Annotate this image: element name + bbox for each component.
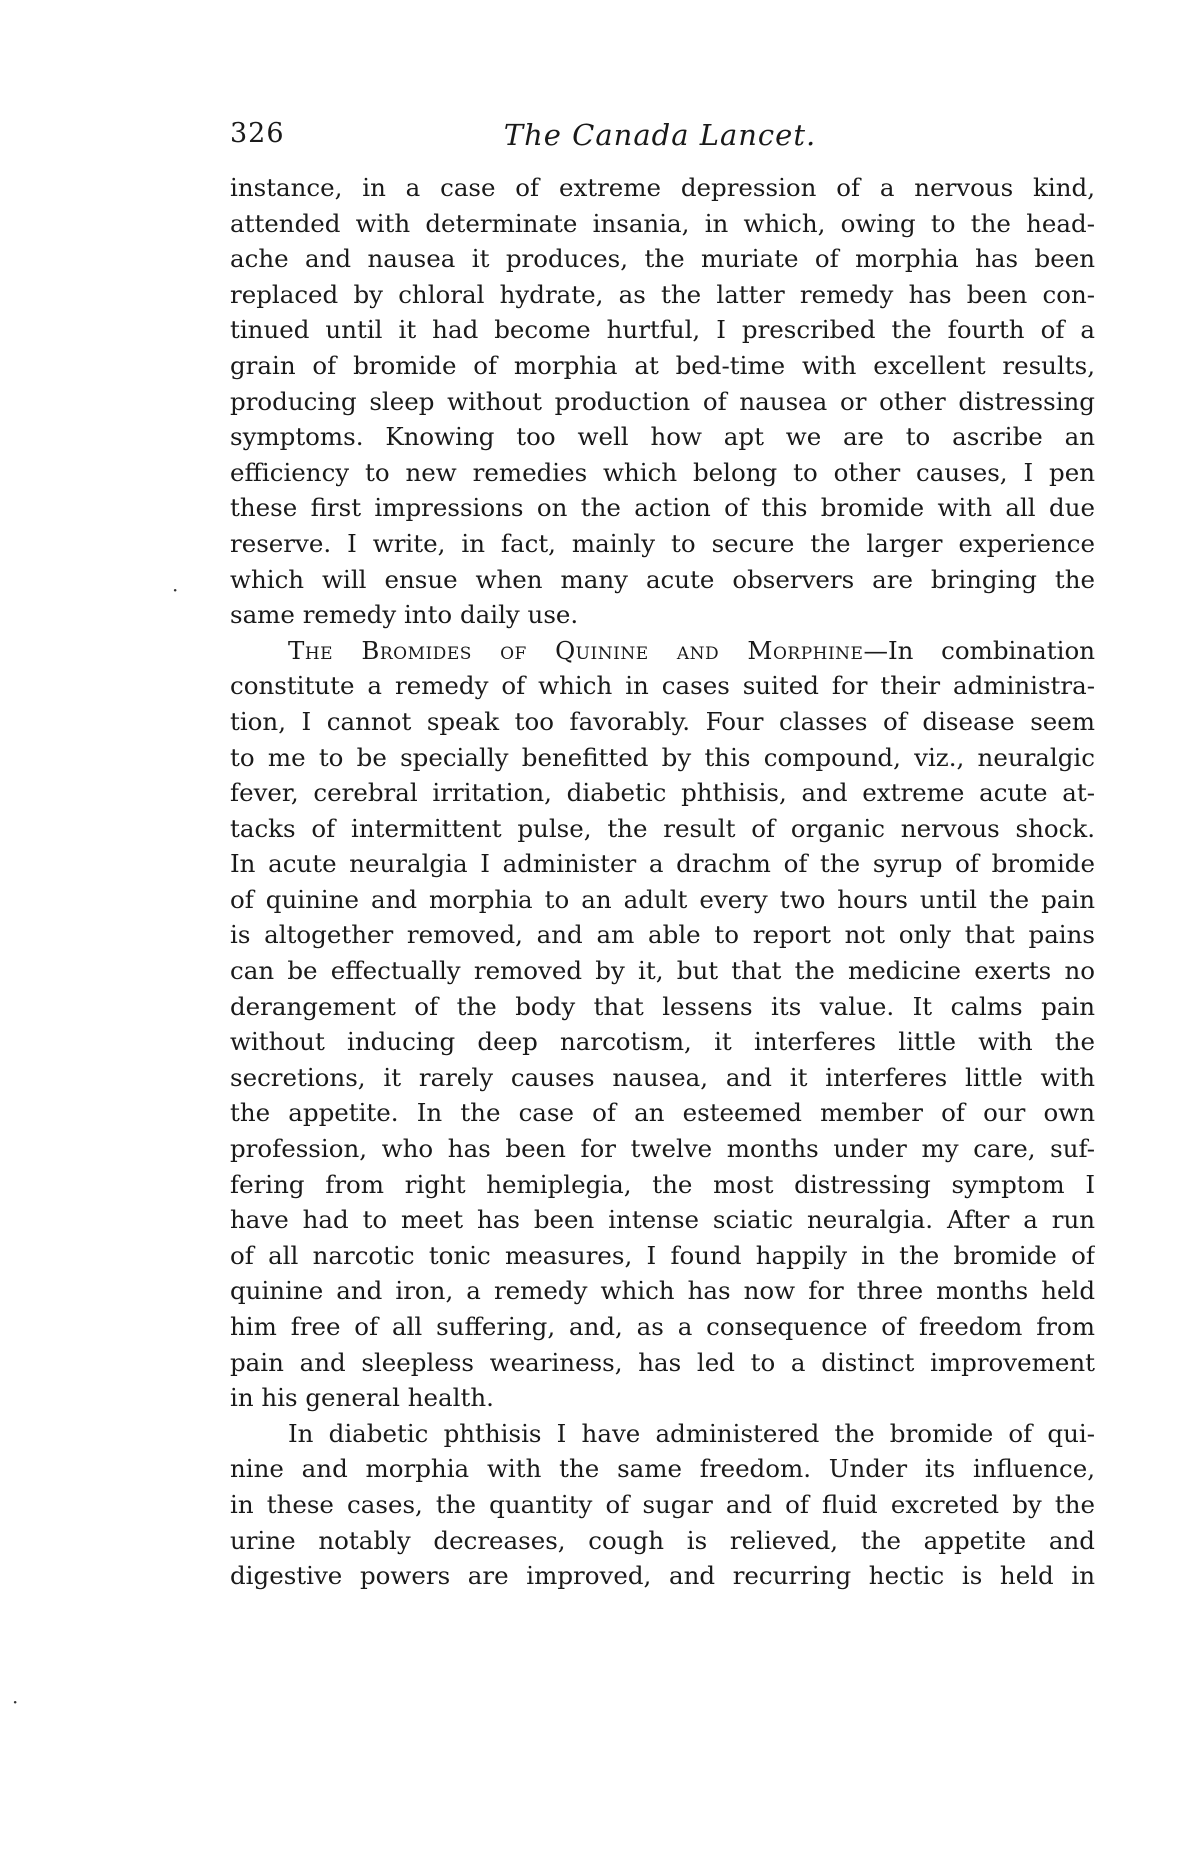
text-line: same remedy into daily use. xyxy=(230,600,579,630)
text-line: ache and nausea it produces, the muriate of morphia has been xyxy=(230,244,1095,274)
text-line: digestive powers are improved, and recurring hectic is held in xyxy=(230,1561,1095,1591)
text-line: to me to be specially benefitted by this compound, viz., neuralgic xyxy=(230,742,1095,772)
text-line: In acute neuralgia I administer a drachm of the syrup of bromide xyxy=(230,849,1095,879)
text-line: symptoms. Knowing too well how apt we are to ascribe an xyxy=(230,422,1095,452)
text-line: quinine and iron, a remedy which has now for three months held xyxy=(230,1276,1095,1306)
paragraph-3 xyxy=(230,1416,1095,1594)
text-line: reserve. I write, in fact, mainly to secure the larger experience xyxy=(230,528,1095,558)
page-number: 326 xyxy=(230,118,285,149)
section-heading: The Bromides of Quinine and Morphine xyxy=(288,635,864,665)
text-line: tion, I cannot speak too favorably. Four classes of disease seem xyxy=(230,706,1095,736)
text-line: of quinine and morphia to an adult every two hours until the pain xyxy=(230,884,1095,914)
text-line: derangement of the body that lessens its value. It calms pain xyxy=(230,991,1095,1021)
running-head xyxy=(230,118,1090,158)
text-line xyxy=(230,633,1095,669)
text-line: grain of bromide of morphia at bed-time with excellent results, xyxy=(230,350,1095,380)
text-line: nine and morphia with the same freedom. Under its influence, xyxy=(230,1454,1095,1484)
margin-mark: · xyxy=(172,578,179,602)
heading-continuation: —In combination xyxy=(863,635,1095,665)
body-text xyxy=(230,170,1095,1594)
text-line: have had to meet has been intense sciatic neuralgia. After a run xyxy=(230,1205,1095,1235)
text-line: fering from right hemiplegia, the most distressing symptom I xyxy=(230,1169,1095,1199)
text-line: tinued until it had become hurtful, I prescribed the fourth of a xyxy=(230,315,1095,345)
text-line: In diabetic phthisis I have administered the bromide of qui- xyxy=(288,1418,1095,1448)
text-line: efficiency to new remedies which belong to other causes, I pen xyxy=(230,457,1095,487)
text-line: replaced by chloral hydrate, as the latter remedy has been con- xyxy=(230,279,1095,309)
text-line: is altogether removed, and am able to report not only that pains xyxy=(230,920,1095,950)
paragraph-1 xyxy=(230,170,1095,633)
journal-title: The Canada Lancet. xyxy=(503,118,817,152)
text-line: which will ensue when many acute observers are bringing the xyxy=(230,564,1095,594)
margin-mark: · xyxy=(12,1690,19,1714)
text-line: constitute a remedy of which in cases suited for their administra- xyxy=(230,671,1095,701)
text-line: fever, cerebral irritation, diabetic phthisis, and extreme acute at- xyxy=(230,778,1095,808)
text-line: of all narcotic tonic measures, I found happily in the bromide of xyxy=(230,1240,1095,1270)
text-line: producing sleep without production of nausea or other distressing xyxy=(230,386,1095,416)
text-line: instance, in a case of extreme depression of a nervous kind, xyxy=(230,173,1095,202)
text-line: secretions, it rarely causes nausea, and it interferes little with xyxy=(230,1062,1095,1092)
text-line: him free of all suffering, and, as a consequence of freedom from xyxy=(230,1312,1095,1341)
text-line: in these cases, the quantity of sugar and of fluid excreted by the xyxy=(230,1489,1095,1519)
text-line: in his general health. xyxy=(230,1383,494,1413)
text-line: profession, who has been for twelve months under my care, suf- xyxy=(230,1134,1095,1164)
text-line: tacks of intermittent pulse, the result of organic nervous shock. xyxy=(230,813,1095,843)
text-line: attended with determinate insania, in which, owing to the head- xyxy=(230,208,1095,238)
text-line: without inducing deep narcotism, it interferes little with the xyxy=(230,1027,1095,1057)
text-line: these first impressions on the action of this bromide with all due xyxy=(230,493,1095,523)
text-line: urine notably decreases, cough is relieved, the appetite and xyxy=(230,1525,1095,1555)
text-line: pain and sleepless weariness, has led to a distinct improvement xyxy=(230,1347,1095,1377)
text-line: the appetite. In the case of an esteemed member of our own xyxy=(230,1098,1095,1128)
text-line: can be effectually removed by it, but that the medicine exerts no xyxy=(230,956,1095,986)
paragraph-2 xyxy=(230,633,1095,1416)
